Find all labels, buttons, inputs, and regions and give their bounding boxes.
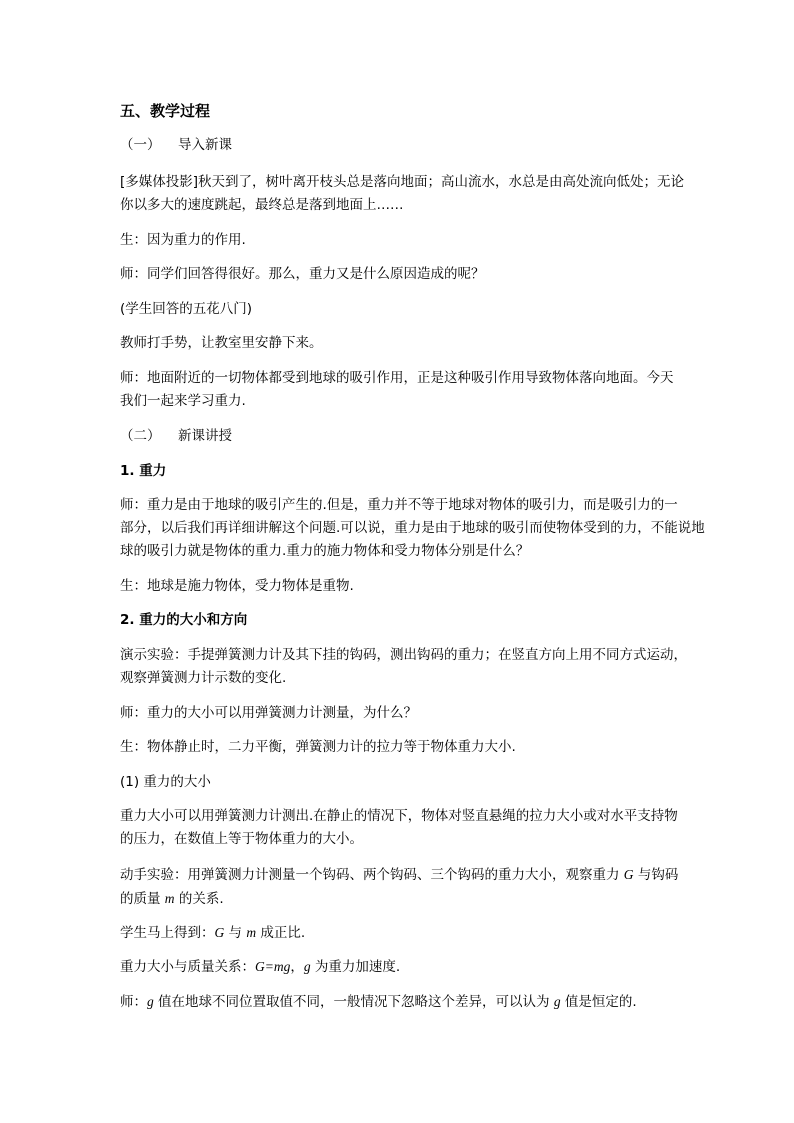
heading-gravity-magnitude-direction: 2. 重力的大小和方向 <box>120 612 248 628</box>
demo-experiment <box>120 644 702 690</box>
relation-text-a: 重力大小与质量关系： <box>120 959 255 975</box>
relation-text-b: ， <box>290 959 304 975</box>
part2-title: 新课讲授 <box>178 428 232 444</box>
part1-heading <box>120 134 702 157</box>
teacher3-line-2: 部分，以后我们再详细讲解这个问题.可以说，重力是由于地球的吸引而使物体受到的力，不能说地 <box>120 520 705 536</box>
part1-number: （一） <box>120 137 161 153</box>
gravity-line-1: 重力大小可以用弹簧测力计测出.在静止的情况下，物体对竖直悬绳的拉力大小或对水平支持物 <box>120 808 678 824</box>
handson-line-2 <box>120 887 702 911</box>
teacher-question-1: 师：同学们回答得很好。那么，重力又是什么原因造成的呢？ <box>120 266 485 282</box>
gravity-paragraph <box>120 805 702 851</box>
gravity-mass-relation <box>120 955 702 979</box>
result-text-c: 成正比. <box>256 925 306 941</box>
teacher2-line-2: 我们一起来学习重力. <box>120 393 246 409</box>
teacher-statement-3 <box>120 494 705 563</box>
teacher3-line-1: 师：重力是由于地球的吸引产生的.但是，重力并不等于地球对物体的吸引力，而是吸引力的一 <box>120 497 678 513</box>
relation-formula: G=mg <box>255 959 291 974</box>
handson-text-1a: 动手实验：用弹簧测力计测量一个钩码、两个钩码、三个钩码的重力大小，观察重力 <box>120 867 624 883</box>
teacher-question-4: 师：重力的大小可以用弹簧测力计测量，为什么？ <box>120 705 417 721</box>
student-answer-2: 生：地球是施力物体，受力物体是重物. <box>120 578 354 594</box>
student-result <box>120 921 702 945</box>
teacher-statement-5 <box>120 990 702 1014</box>
teacher-statement-2 <box>120 367 702 413</box>
teacher5-symbol-g1: g <box>147 994 154 1009</box>
teacher3-line-3: 球的吸引力就是物体的重力.重力的施力物体和受力物体分别是什么？ <box>120 543 530 559</box>
teacher5-text-a: 师： <box>120 994 147 1010</box>
relation-text-c: 为重力加速度. <box>310 959 401 975</box>
student-answer-1: 生：因为重力的作用. <box>120 232 246 248</box>
gravity-line-2: 的压力，在数值上等于物体重力的大小。 <box>120 831 363 847</box>
intro-line-1: [多媒体投影]秋天到了，树叶离开枝头总是落向地面；高山流水，水总是由高处流向低处；无论 <box>120 174 685 190</box>
symbol-G: G <box>623 867 634 882</box>
demo-line-1: 演示实验：手提弹簧测力计及其下挂的钩码，测出钩码的重力；在竖直方向上用不同方式运动， <box>120 647 687 663</box>
handson-text-2a: 的质量 <box>120 891 165 907</box>
student-answer-3: 生：物体静止时，二力平衡，弹簧测力计的拉力等于物体重力大小. <box>120 739 516 755</box>
heading-gravity: 1. 重力 <box>120 463 167 479</box>
subheading-gravity-magnitude: (1) 重力的大小 <box>120 774 211 790</box>
intro-paragraph <box>120 171 702 217</box>
symbol-m: m <box>164 891 175 906</box>
teacher5-symbol-g2: g <box>553 994 561 1009</box>
part1-title: 导入新课 <box>178 137 232 153</box>
teacher5-text-c: 值是恒定的. <box>560 994 637 1010</box>
result-text-a: 学生马上得到： <box>120 925 215 941</box>
handson-line-1 <box>120 863 702 887</box>
teacher-gesture: 教师打手势，让教室里安静下来。 <box>120 335 323 351</box>
result-symbol-G: G <box>214 925 225 940</box>
teacher2-line-1: 师：地面附近的一切物体都受到地球的吸引作用，正是这种吸引作用导致物体落向地面。今天 <box>120 370 674 386</box>
part2-heading <box>120 425 702 448</box>
handson-text-2b: 的关系. <box>174 891 224 907</box>
result-text-b: 与 <box>224 925 247 941</box>
relation-symbol-g: g <box>303 959 311 974</box>
result-symbol-m: m <box>246 925 257 940</box>
handson-experiment <box>120 863 702 911</box>
student-answers-note: (学生回答的五花八门) <box>120 301 253 317</box>
demo-line-2: 观察弹簧测力计示数的变化. <box>120 670 287 686</box>
teacher5-text-b: 值在地球不同位置取值不同，一般情况下忽略这个差异，可以认为 <box>153 994 554 1010</box>
handson-text-1b: 与钩码 <box>633 867 679 883</box>
section-title: 五、教学过程 <box>120 102 211 120</box>
intro-line-2: 你以多大的速度跳起，最终总是落到地面上…… <box>120 197 404 213</box>
part2-number: （二） <box>120 428 161 444</box>
